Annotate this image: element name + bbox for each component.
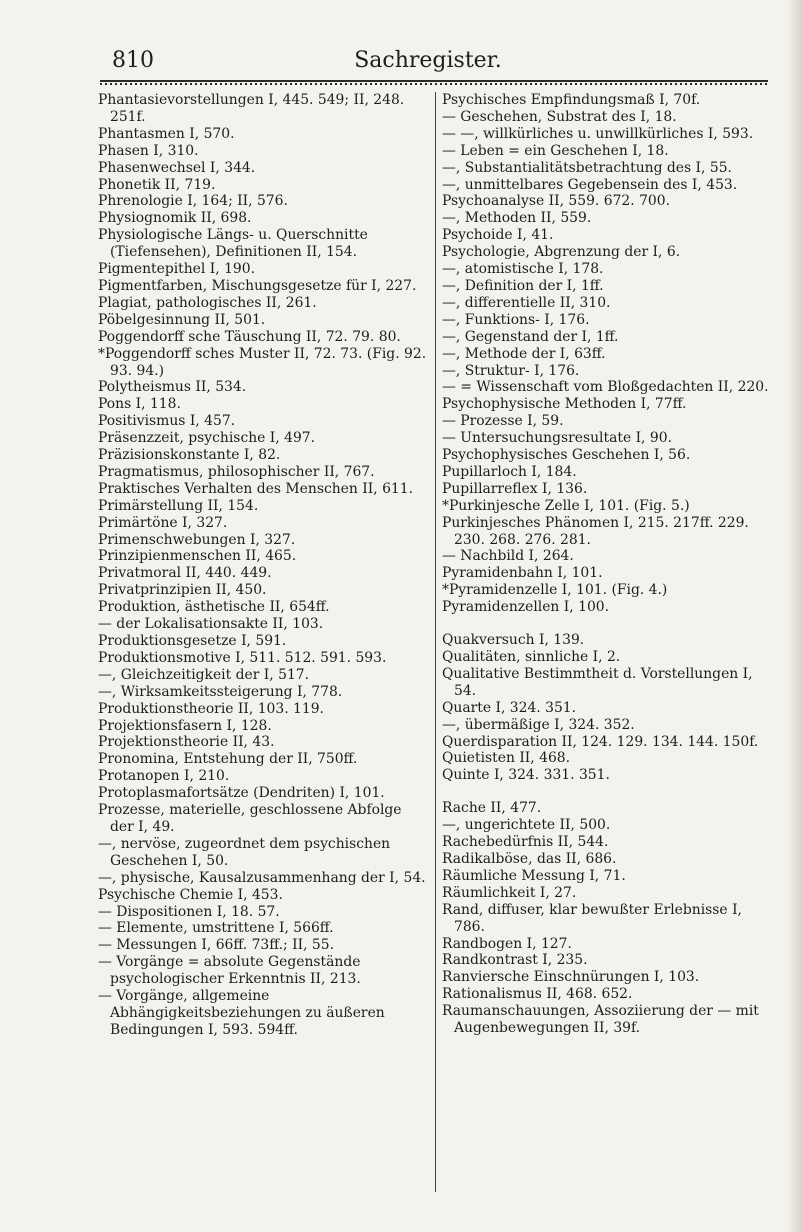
index-entry: — Dispositionen I, 18. 57. <box>98 903 280 920</box>
index-entry: Pigmentfarben, Mischungsgesetze für I, 227. <box>98 277 417 294</box>
index-entry: — Geschehen, Substrat des I, 18. <box>442 108 677 125</box>
index-entry: Raumanschauungen, Assoziierung der — mit Augenbewegungen II, 39f. <box>442 1003 759 1037</box>
index-entry: —, atomistische I, 178. <box>442 261 604 278</box>
index-entry: Räumliche Messung I, 71. <box>442 867 626 884</box>
index-entry: Privatprinzipien II, 450. <box>98 582 267 599</box>
index-entry: Produktionsgesetze I, 591. <box>98 633 287 649</box>
index-entry: Poggendorff sche Täuschung II, 72. 79. 80. <box>98 328 401 345</box>
index-entry: Praktisches Verhalten des Menschen II, 611. <box>98 480 413 497</box>
index-entry: —, Methoden II, 559. <box>442 210 592 227</box>
index-entry: Radikalböse, das II, 686. <box>442 850 617 867</box>
index-entry: —, übermäßige I, 324. 352. <box>442 716 635 733</box>
index-entry: Purkinjesches Phänomen I, 215. 217ff. 229. 230. 268. 276. 281. <box>442 514 749 548</box>
index-entry: Psychologie, Abgrenzung der I, 6. <box>442 244 681 261</box>
index-entry: —, Substantialitätsbetrachtung des I, 55. <box>442 159 732 176</box>
index-entry: —, Funktions- I, 176. <box>442 311 590 328</box>
index-entry: Rand, diffuser, klar bewußter Erlebnisse I, 786. <box>442 901 742 935</box>
index-entry: Psychoide I, 41. <box>442 227 554 244</box>
index-entry: Rachebedürfnis II, 544. <box>442 834 609 851</box>
index-entry: Produktionsmotive I, 511. 512. 591. 593. <box>98 649 387 666</box>
index-entry: Quietisten II, 468. <box>442 750 571 767</box>
index-entry: Pons I, 118. <box>98 396 181 413</box>
index-entry: Privatmoral II, 440. 449. <box>98 565 272 582</box>
page-edge-shadow <box>787 0 801 1232</box>
index-entry: —, Gleichzeitigkeit der I, 517. <box>98 666 310 683</box>
index-group-r <box>442 800 772 1037</box>
index-entry: Produktionstheorie II, 103. 119. <box>98 700 324 717</box>
index-entry: Ranviersche Einschnürungen I, 103. <box>442 969 700 986</box>
index-column-left <box>98 92 428 1039</box>
index-entry: —, Definition der I, 1ff. <box>442 277 604 294</box>
running-title: Sachregister. <box>354 48 502 73</box>
index-entry: Phasen I, 310. <box>98 142 199 159</box>
index-entry: Polytheismus II, 534. <box>98 379 247 396</box>
index-entry: Präzisionskonstante I, 82. <box>98 447 281 464</box>
index-column-right <box>442 92 772 1037</box>
index-entry: —, Struktur- I, 176. <box>442 362 580 379</box>
index-group-q <box>442 632 772 784</box>
index-entry: —, Methode der I, 63ff. <box>442 345 606 362</box>
index-entry: Pigmentepithel I, 190. <box>98 261 256 278</box>
index-entry: Phonetik II, 719. <box>98 176 216 193</box>
index-entry: *Pyramidenzelle I, 101. (Fig. 4.) <box>442 582 668 599</box>
index-entry: Physiognomik II, 698. <box>98 210 252 227</box>
index-entry: Querdisparation II, 124. 129. 134. 144. 150f. <box>442 733 759 750</box>
header-rule <box>100 80 768 86</box>
index-entry: Randbogen I, 127. <box>442 935 572 952</box>
index-entry: Pupillarreflex I, 136. <box>442 480 588 497</box>
index-entry: Prozesse, materielle, geschlossene Abfolge der I, 49. <box>98 802 402 835</box>
index-entry: —, unmittelbares Gegebensein des I, 453. <box>442 176 738 193</box>
index-entry: Projektionstheorie II, 43. <box>98 734 275 751</box>
index-entry: Psychophysische Methoden I, 77ff. <box>442 396 687 413</box>
index-entry: — der Lokalisationsakte II, 103. <box>98 616 324 633</box>
index-entry: Randkontrast I, 235. <box>442 952 588 969</box>
index-entry: Plagiat, pathologisches II, 261. <box>98 294 317 311</box>
index-entry: — Vorgänge, allgemeine Abhängigkeitsbeziehungen zu äußeren Bedingungen I, 593. 594ff. <box>98 988 385 1038</box>
index-entry: Physiologische Längs- u. Querschnitte (Tiefensehen), Definitionen II, 154. <box>98 227 368 261</box>
index-entry: Psychoanalyse II, 559. 672. 700. <box>442 193 671 210</box>
index-entry: —, differentielle II, 310. <box>442 294 611 311</box>
index-entry: Prinzipienmenschen II, 465. <box>98 548 297 565</box>
index-entry: Qualitäten, sinnliche I, 2. <box>442 649 621 665</box>
index-entry: Phrenologie I, 164; II, 576. <box>98 193 288 210</box>
index-group-p <box>442 92 772 616</box>
index-entry: Psychophysisches Geschehen I, 56. <box>442 447 691 464</box>
index-entry: Quarte I, 324. 351. <box>442 699 577 716</box>
index-entry: — Leben = ein Geschehen I, 18. <box>442 142 669 159</box>
index-entry: Pupillarloch I, 184. <box>442 463 577 480</box>
index-entry: Protoplasmafortsätze (Dendriten) I, 101. <box>98 785 385 802</box>
index-entry: Primenschwebungen I, 327. <box>98 531 296 548</box>
index-entry: —, Wirksamkeitssteigerung I, 778. <box>98 683 343 700</box>
column-divider <box>435 92 436 1192</box>
index-entry: Primärtöne I, 327. <box>98 514 228 531</box>
index-entry: — Nachbild I, 264. <box>442 548 574 565</box>
index-entry: — Messungen I, 66ff. 73ff.; II, 55. <box>98 937 335 954</box>
index-entry: —, ungerichtete II, 500. <box>442 817 611 834</box>
index-entry: Pyramidenbahn I, 101. <box>442 565 603 582</box>
index-entry: *Purkinjesche Zelle I, 101. (Fig. 5.) <box>442 497 690 514</box>
index-entry: — Untersuchungsresultate I, 90. <box>442 430 672 447</box>
index-entry: — —, willkürliches u. unwillkürliches I, 593. <box>442 125 754 142</box>
index-entry: — Vorgänge = absolute Gegenstände psychologischer Erkenntnis II, 213. <box>98 954 361 988</box>
index-entry: Primärstellung II, 154. <box>98 497 259 514</box>
index-entry: —, physische, Kausalzusammenhang der I, 54. <box>98 869 426 886</box>
index-entry: — Prozesse I, 59. <box>442 413 564 430</box>
index-entry: —, Gegenstand der I, 1ff. <box>442 328 619 345</box>
index-entry: Räumlichkeit I, 27. <box>442 884 577 901</box>
index-entry: Psychisches Empfindungsmaß I, 70f. <box>442 92 701 108</box>
index-entry: Pronomina, Entstehung der II, 750ff. <box>98 751 358 768</box>
index-entry: Rationalismus II, 468. 652. <box>442 986 633 1003</box>
page-header <box>88 48 768 78</box>
index-entry: Rache II, 477. <box>442 800 542 817</box>
index-entry: — Elemente, umstrittene I, 566ff. <box>98 920 334 937</box>
index-entry: Phantasmen I, 570. <box>98 125 235 142</box>
index-entry: Pöbelgesinnung II, 501. <box>98 311 266 328</box>
index-entry: Präsenzzeit, psychische I, 497. <box>98 430 316 447</box>
index-entry: Phasenwechsel I, 344. <box>98 159 256 176</box>
index-entry: —, nervöse, zugeordnet dem psychischen Geschehen I, 50. <box>98 835 391 869</box>
index-entry: *Poggendorff sches Muster II, 72. 73. (Fig. 92. 93. 94.) <box>98 345 427 379</box>
index-entry: Qualitative Bestimmtheit d. Vorstellungen I, 54. <box>442 665 753 699</box>
index-entry: Quakversuch I, 139. <box>442 632 585 649</box>
index-entry: Phantasievorstellungen I, 445. 549; II, 248. 251f. <box>98 92 405 125</box>
index-entry: Projektionsfasern I, 128. <box>98 717 272 734</box>
index-entry: Positivismus I, 457. <box>98 413 236 430</box>
index-entry: Quinte I, 324. 331. 351. <box>442 767 610 784</box>
index-entry: Pragmatismus, philosophischer II, 767. <box>98 463 375 480</box>
index-entry: Psychische Chemie I, 453. <box>98 886 283 903</box>
index-entry: Pyramidenzellen I, 100. <box>442 599 610 616</box>
page-number: 810 <box>112 48 154 73</box>
index-entry: Produktion, ästhetische II, 654ff. <box>98 599 330 616</box>
index-entry: Protanopen I, 210. <box>98 768 230 785</box>
index-entry: — = Wissenschaft vom Bloßgedachten II, 220. <box>442 379 769 396</box>
